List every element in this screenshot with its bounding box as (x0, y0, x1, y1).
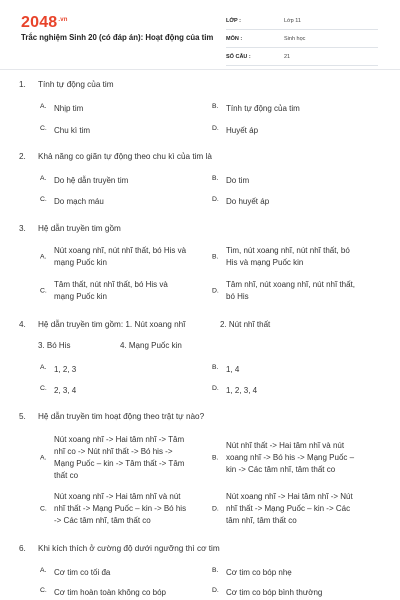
meta-row-count (226, 50, 378, 66)
worksheet-meta (226, 14, 378, 68)
option-letter: D. (212, 287, 219, 295)
question-text: Hệ dẫn truyền tim gồm (38, 224, 121, 233)
option-text: 2, 3, 4 (54, 386, 77, 395)
meta-row-grade (226, 14, 378, 30)
option-letter: C. (40, 505, 47, 513)
header-divider (0, 69, 400, 70)
option-letter: B. (212, 175, 219, 182)
option-line: Mạng Puốc – kin -> Tâm thất -> Tâm (54, 459, 185, 468)
option-line: kin -> Các tâm nhĩ, tâm thất co (226, 465, 336, 474)
meta-label-count: SỐ CÂU : (226, 54, 251, 60)
option-line: Tâm nhĩ, nút xoang nhĩ, nút nhĩ thất, (226, 280, 355, 289)
option-letter: B. (212, 253, 219, 261)
option-text: Nhịp tim (54, 104, 84, 113)
question-text: Khả năng co giãn tự động theo chu kì của tim là (38, 152, 212, 161)
option-text (54, 434, 184, 482)
option-text: Do hệ dẫn truyền tim (54, 176, 129, 185)
option-text: 1, 4 (226, 365, 240, 374)
meta-value-subject: Sinh học (284, 36, 306, 42)
option-letter: D. (212, 385, 219, 392)
option-letter: A. (40, 103, 47, 110)
option-letter: B. (212, 364, 219, 371)
option-text: Cơ tim co bóp nhẹ (226, 568, 292, 577)
option-text (226, 245, 350, 269)
question-text: Hệ dẫn truyền tim hoạt động theo trật tự nào? (38, 412, 205, 421)
option-text: Cơ tim co tối đa (54, 568, 111, 577)
option-letter: C. (40, 385, 47, 392)
option-line: Nút nhĩ thất -> Hai tâm nhĩ và nút (226, 441, 345, 450)
site-logo[interactable] (21, 14, 68, 32)
option-line: Nút xoang nhĩ -> Hai tâm nhĩ -> Tâm (54, 435, 185, 444)
option-text (54, 491, 186, 527)
option-letter: D. (212, 196, 219, 203)
question-number: 3. (19, 224, 26, 233)
option-text (226, 491, 353, 527)
option-line: nhĩ thất -> Mạng Puốc – kin -> Các (226, 504, 351, 513)
option-letter: B. (212, 454, 219, 462)
option-line: tâm nhĩ, tâm thất co (226, 516, 297, 525)
option-text: Tính tự động của tim (226, 104, 300, 113)
question-text: Tính tự động của tim (38, 80, 114, 89)
question-4-item-4: 4. Mạng Puốc kin (120, 341, 182, 350)
option-line: Tâm thất, nút nhĩ thất, bó His và (54, 280, 168, 289)
option-line: xoang nhĩ -> Bó his -> Mạng Puốc – (226, 453, 355, 462)
meta-row-subject (226, 32, 378, 48)
question-number: 1. (19, 80, 26, 89)
option-line: mạng Puốc kin (54, 292, 107, 301)
question-number: 6. (19, 544, 26, 553)
meta-label-subject: MÔN : (226, 36, 243, 42)
option-letter: C. (40, 196, 47, 203)
option-line: mạng Puốc kin (54, 258, 107, 267)
option-letter: A. (40, 567, 47, 574)
option-text: Huyết áp (226, 126, 259, 135)
option-letter: A. (40, 454, 47, 462)
option-letter: A. (40, 175, 47, 182)
question-number: 5. (19, 412, 26, 421)
option-letter: B. (212, 567, 219, 574)
option-line: Nút xoang nhĩ, nút nhĩ thất, bó His và (54, 246, 187, 255)
option-letter: D. (212, 125, 219, 132)
question-text: Hệ dẫn truyền tim gồm: 1. Nút xoang nhĩ (38, 320, 186, 329)
option-line: -> Các tâm nhĩ, tâm thất co (54, 516, 151, 525)
option-line: Nút xoang nhĩ -> Hai tâm nhĩ -> Nút (226, 492, 353, 501)
option-text (226, 440, 354, 476)
option-line: Nút xoang nhĩ -> Hai tâm nhĩ và nút (54, 492, 181, 501)
option-letter: D. (212, 505, 219, 513)
meta-label-grade: LỚP : (226, 18, 241, 24)
option-line: Tim, nút xoang nhĩ, nút nhĩ thất, bó (226, 246, 350, 255)
option-line: bó His (226, 292, 249, 301)
option-letter: C. (40, 587, 47, 594)
option-text (226, 279, 355, 303)
option-letter: B. (212, 103, 219, 110)
meta-value-count: 21 (284, 54, 291, 60)
option-letter: A. (40, 364, 47, 371)
option-text: 1, 2, 3 (54, 365, 77, 374)
option-text (54, 245, 186, 269)
option-text: Do mạch máu (54, 197, 104, 206)
logo-suffix: .vn (58, 17, 68, 23)
option-text (54, 279, 168, 303)
option-line: thất co (54, 471, 79, 480)
logo-text: 2048 (21, 14, 58, 31)
question-number: 4. (19, 320, 26, 329)
question-number: 2. (19, 152, 26, 161)
question-text: Khi kích thích ở cường độ dưới ngưỡng thì cơ tim (38, 544, 220, 553)
question-4-item-2: 2. Nút nhĩ thất (220, 320, 271, 329)
option-letter: A. (40, 253, 47, 261)
option-text: Do tim (226, 176, 250, 185)
option-line: nhĩ co -> Nút nhĩ thất -> Bó his -> (54, 447, 173, 456)
option-line: nhĩ thất -> Mạng Puốc – kin -> Bó his (54, 504, 187, 513)
option-text: Cơ tim co bóp bình thường (226, 588, 323, 597)
worksheet-header (0, 0, 400, 70)
option-text: Cơ tim hoàn toàn không co bóp (54, 588, 166, 597)
meta-value-grade: Lớp 11 (284, 18, 301, 24)
option-letter: C. (40, 125, 47, 132)
option-letter: D. (212, 587, 219, 594)
question-4-item-3: 3. Bó His (38, 341, 71, 350)
option-letter: C. (40, 287, 47, 295)
option-text: 1, 2, 3, 4 (226, 386, 258, 395)
option-text: Chu kì tim (54, 126, 91, 135)
option-text: Do huyết áp (226, 197, 270, 206)
option-line: His và mạng Puốc kin (226, 258, 304, 267)
worksheet-title: Trắc nghiệm Sinh 20 (có đáp án): Hoạt động của tim (21, 33, 214, 42)
